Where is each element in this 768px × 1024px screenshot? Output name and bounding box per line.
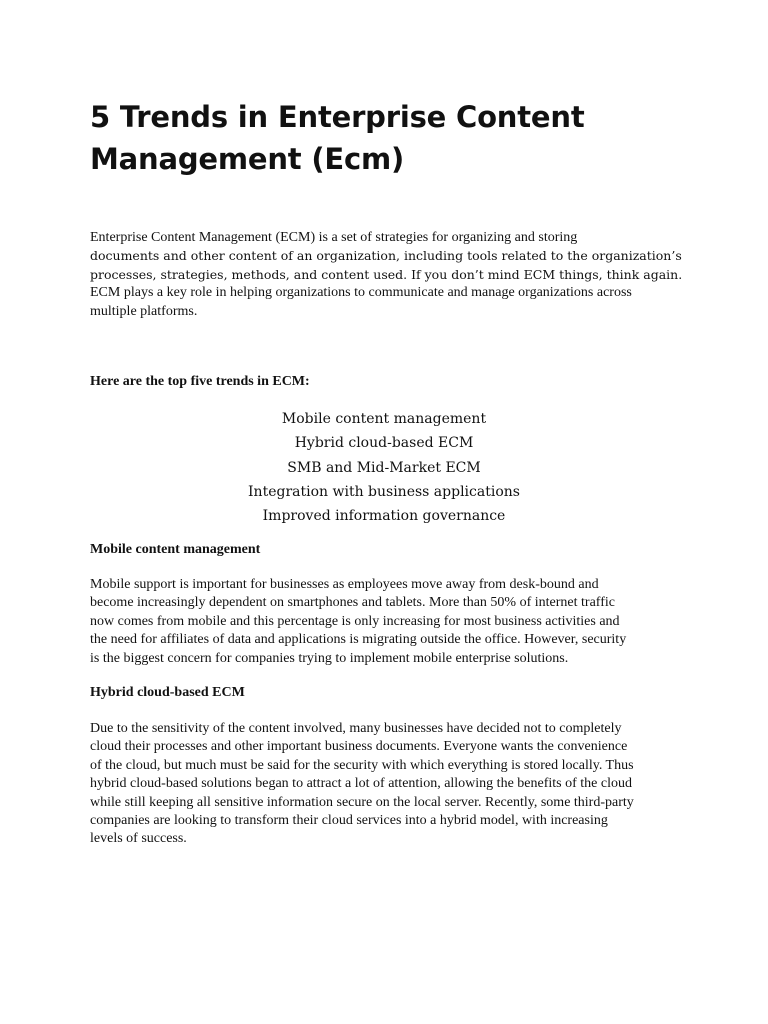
section-paragraph-mobile (90, 576, 690, 668)
trend-item: Hybrid cloud-based ECM (294, 435, 474, 452)
section-line: levels of success. (90, 831, 187, 847)
trend-item: SMB and Mid-Market ECM (287, 459, 481, 476)
intro-line: Enterprise Content Management (ECM) is a set of strategies for organizing and storing (90, 230, 578, 245)
trend-item: Improved information governance (262, 508, 506, 525)
section-line: is the biggest concern for companies trying to implement mobile enterprise solutions. (90, 650, 569, 666)
intro-line: processes, strategies, methods, and content used. If you don’t mind ECM things, think again. (90, 266, 683, 282)
trend-item: Integration with business applications (248, 483, 520, 500)
section-line: hybrid cloud-based solutions began to attract a lot of attention, allowing the benefits of the cloud (90, 776, 632, 792)
title-line: Management (Ecm) (90, 142, 405, 176)
trends-heading: Here are the top five trends in ECM: (90, 374, 310, 389)
intro-paragraph (90, 229, 690, 321)
section-line: companies are looking to transform their cloud services into a hybrid model, with increasing (90, 813, 608, 829)
section-line: cloud their processes and other important business documents. Everyone wants the convenience (90, 739, 628, 755)
section-heading-hybrid: Hybrid cloud-based ECM (90, 685, 245, 700)
intro-line: documents and other content of an organization, including tools related to the organization’s (90, 248, 682, 264)
section-heading-mobile: Mobile content management (90, 542, 261, 557)
section-line: become increasingly dependent on smartphones and tablets. More than 50% of internet traffic (90, 595, 615, 611)
section-line: Mobile support is important for businesses as employees move away from desk-bound and (90, 577, 599, 592)
section-line: of the cloud, but much must be said for the security with which everything is stored locally. Thus (90, 757, 634, 773)
trends-list (184, 407, 584, 528)
intro-line: multiple platforms. (90, 303, 198, 319)
title-line: 5 Trends in Enterprise Content (90, 100, 585, 134)
section-line: now comes from mobile and this percentage is only increasing for most business activities and (90, 613, 620, 629)
intro-line: ECM plays a key role in helping organizations to communicate and manage organizations across (90, 285, 632, 301)
section-line: Due to the sensitivity of the content involved, many businesses have decided not to completely (90, 721, 622, 736)
trend-item: Mobile content management (281, 411, 487, 427)
section-paragraph-hybrid (90, 720, 690, 849)
section-line: while still keeping all sensitive information secure on the local server. Recently, some third-party (90, 794, 634, 810)
section-line: the need for affiliates of data and applications is migrating outside the office. However, security (90, 632, 627, 648)
page-title (90, 96, 690, 180)
